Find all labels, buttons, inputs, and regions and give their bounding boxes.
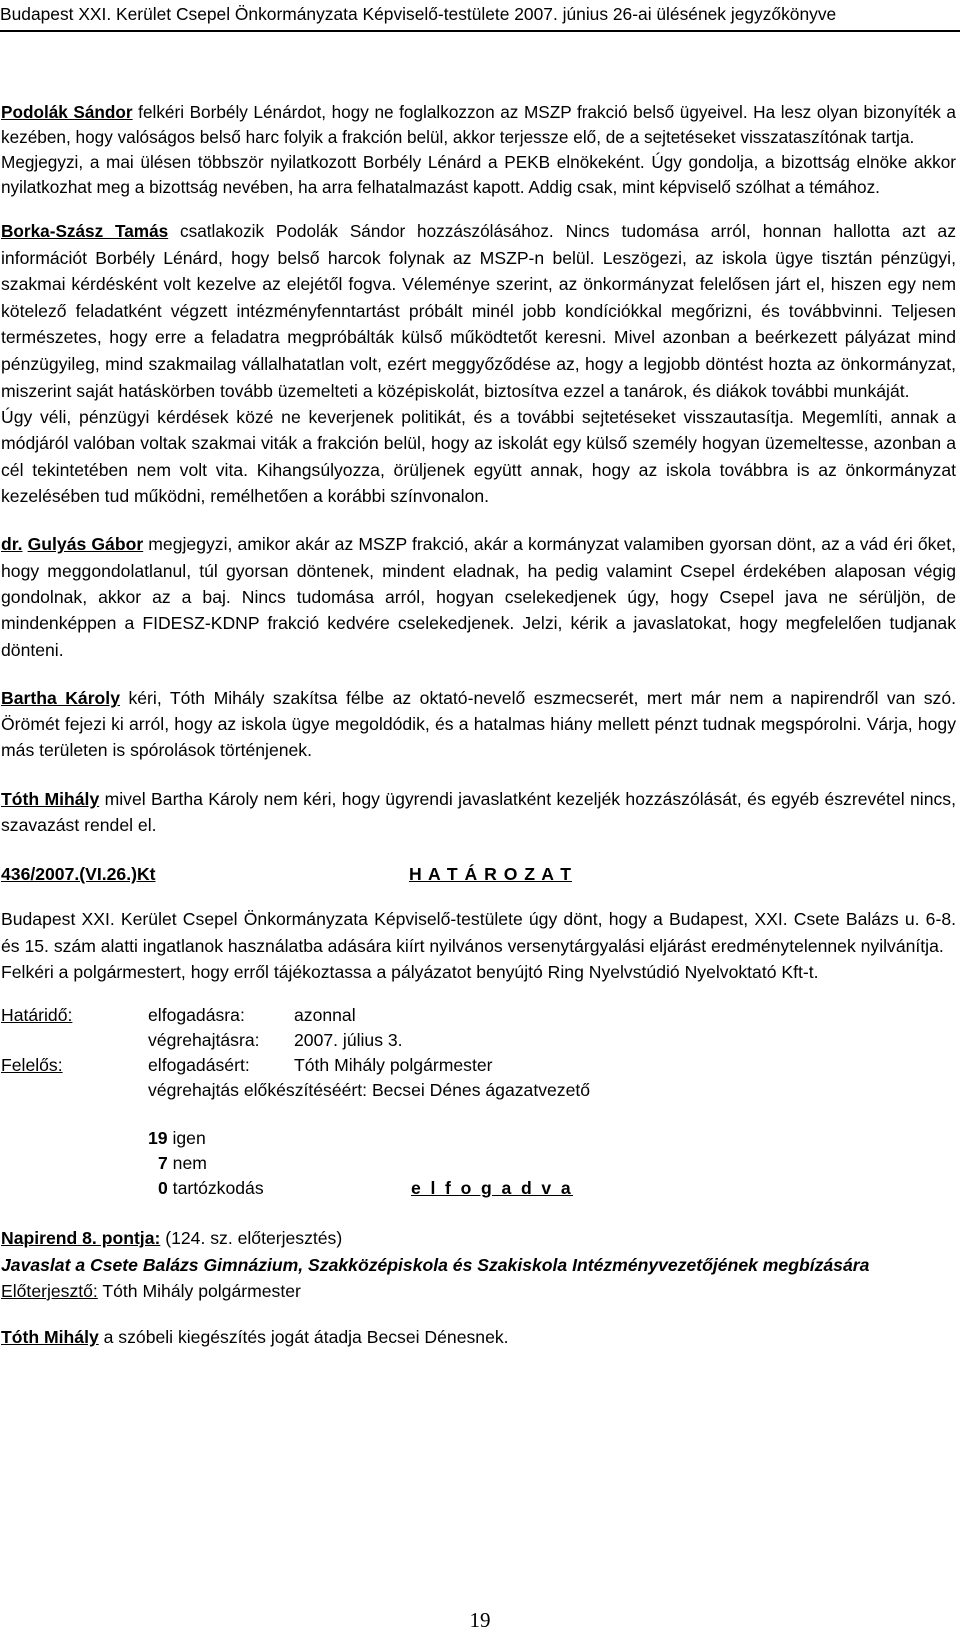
paragraph-bartha: Bartha Károly kéri, Tóth Mihály szakítsa félbe az oktató-nevelő eszmecserét, mert már nem a napirendről van szó. Örömét fejezi ki arról, hogy az iskola ügye megoldódik, és a hatalmas hiány mellett pénzt tudnak megspórolni. Várja, hogy más területen is spórolások történjenek. (1, 687, 956, 761)
paragraph-borka-szasz-2: Úgy véli, pénzügyi kérdések közé ne keverjenek politikát, és a további sejtetéseket visszautasítja. Megemlíti, annak a módjáról valóban voltak szakmai viták a frakción belül, hogy az iskolát egy külső személy hogyan üzemeltesse, azonban a cél tekintetében nem volt vita. Kihangsúlyozza, örüljenek együtt annak, hogy az iskola továbbra is az önkormányzat kezelésében tud működni, remélhetően a korábbi színvonalon. (1, 407, 956, 507)
vote-abstain: 0 tartózkodás e l f o g a d v a (1, 1176, 956, 1201)
deadline-label: Határidő: (1, 1005, 73, 1026)
paragraph-podolak-2: Megjegyzi, a mai ülésen többször nyilatkozott Borbély Lénárd a PEKB elnökeként. Úgy gondolja, a bizottság elnöke akkor nyilatkozhat meg a bizottság nevében, ha arra felhatalmazást kapott. Addig csak, mint képviselő szólhat a témához. (1, 152, 956, 197)
paragraph-borka-szasz: Borka-Szász Tamás csatlakozik Podolák Sándor hozzászólásához. Nincs tudomása arról, honnan hallotta azt az információt Borbély Lénárd, hogy belső harcok folynak az MSZP-n belül. Leszögezi, az iskola ügye tisztán pénzügyi, szakmai kérdésként volt kezelve az elejétől fogva. Véleménye szerint, az önkormányzat felelősen járt el, hiszen egy nem kötelező feladatként végzett intézményfenntartást próbált minél jobb kondíciókkal megőrizni, és továbbvinni. Teljesen természetes, hogy erre a feladatra megpróbálták külső működtetőt keresni. Mivel azonban a beérkezett pályázat mind pénzügyileg, mind szakmailag vállalhatatlan volt, ezért meggyőződése az, hogy a legjobb döntést hozta az önkormányzat, miszerint saját hatáskörben tovább üzemelteti a középiskolát, biztosítva ezzel a tanárok, és diákok további munkáját. (1, 221, 956, 401)
paragraph-gulyas: dr. Gulyás Gábor megjegyzi, amikor akár az MSZP frakció, akár a kormányzat valamiben gyorsan dönt, az a vád éri őket, hogy meggondolatlanul, túl gyorsan döntenek, mindent eladnak, ha pedig valamint Csepel érdekében alaposan végig gondolnak, akkor az a baj. Nincs tudomása arról, hogyan cselekedjenek úgy, hogy Csepel java ne sérüljön, de mindenképpen a FIDESZ-KDNP frakció kedvére cselekedjenek. Jelzi, kérik a javaslatokat, hogy megfelelően tudjanak dönteni. (1, 534, 956, 660)
paragraph-podolak: Podolák Sándor felkéri Borbély Lénárdot, hogy ne foglalkozzon az MSZP frakció belső ügyeivel. Ha lesz olyan bizonyíték a kezében, hogy valóságos belső harc folyik a frakción belül, akkor terjessze elő, de a sejtetéseket visszataszítónak tartja. (1, 102, 956, 147)
resolution-title: H A T Á R O Z A T (409, 864, 572, 885)
page-header: Budapest XXI. Kerület Csepel Önkormányzata Képviselő-testülete 2007. június 26-ai ülésének jegyzőkönyve (0, 4, 837, 24)
deadline-row-2: végrehajtásra: 2007. július 3. (148, 1030, 403, 1051)
speaker-name: Podolák Sándor (1, 102, 133, 122)
paragraph-toth-2: Tóth Mihály a szóbeli kiegészítés jogát átadja Becsei Dénesnek. (1, 1327, 509, 1348)
responsible-row: Felelős: elfogadásért: Tóth Mihály polgármester (1, 1053, 956, 1078)
agenda-line: Napirend 8. pontja: (124. sz. előterjesztés) (1, 1228, 343, 1249)
speaker-name: Borka-Szász Tamás (1, 221, 169, 241)
vote-yes: 19 igen (148, 1128, 206, 1149)
speaker-name: Tóth Mihály (1, 788, 100, 809)
resolution-number: 436/2007.(VI.26.)Kt (1, 864, 156, 885)
header-rule (0, 30, 960, 32)
responsible-label: Felelős: (1, 1055, 63, 1076)
speaker-name: Tóth Mihály (1, 1327, 99, 1348)
page-number: 19 (469, 1608, 491, 1632)
agenda-presenter: Előterjesztő: Tóth Mihály polgármester (1, 1280, 301, 1301)
agenda-label: Napirend 8. pontja: (1, 1228, 161, 1249)
document-body (1, 100, 956, 1350)
resolution-text: Budapest XXI. Kerület Csepel Önkormányzata Képviselő-testülete úgy dönt, hogy a Budapest, XXI. Csete Balázs u. 6-8. és 15. szám alatti ingatlanok használatba adására kiírt nyilvános versenytárgyalási eljárást eredménytelennek nyilvánítja. (1, 909, 956, 956)
speaker-name: Bartha Károly (1, 687, 120, 708)
resolution-text-2: Felkéri a polgármestert, hogy erről tájékoztassa a pályázatot benyújtó Ring Nyelvstúdió Nyelvoktató Kft-t. (1, 961, 819, 982)
deadline-row: Határidő: elfogadásra: azonnal (1, 1003, 956, 1028)
vote-no: 7 nem (158, 1153, 207, 1174)
agenda-title: Javaslat a Csete Balázs Gimnázium, Szakközépiskola és Szakiskola Intézményvezetőjének megbízására (1, 1254, 870, 1275)
resolution-heading (1, 860, 956, 888)
responsible-row-2: végrehajtás előkészítéséért: Becsei Dénes ágazatvezető (148, 1080, 591, 1101)
paragraph-toth: Tóth Mihály mivel Bartha Károly nem kéri, hogy ügyrendi javaslatként kezeljék hozzászólását, és egyéb észrevétel nincs, szavazást rendel el. (1, 788, 956, 836)
vote-result: e l f o g a d v a (411, 1178, 574, 1199)
speaker-name: Gulyás Gábor (27, 534, 144, 555)
